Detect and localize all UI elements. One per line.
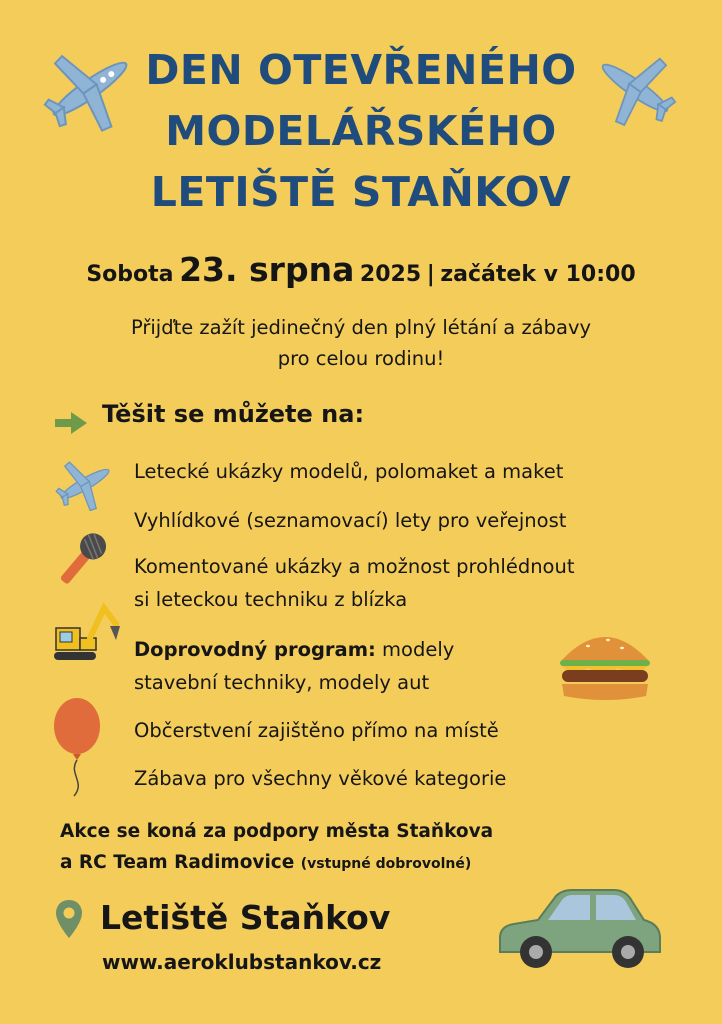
event-year: 2025 bbox=[359, 262, 422, 287]
website-link[interactable]: www.aeroklubstankov.cz bbox=[102, 950, 382, 974]
item-text: si leteckou techniku z blízka bbox=[134, 588, 408, 611]
burger-icon bbox=[558, 626, 652, 702]
event-date-big: 23. srpna bbox=[179, 250, 355, 289]
item-text: stavební techniky, modely aut bbox=[134, 671, 430, 694]
car-icon bbox=[492, 886, 666, 974]
arrow-right-icon bbox=[55, 412, 87, 434]
item-bold-text: Doprovodný program: bbox=[134, 638, 376, 661]
support-line: a RC Team Radimovice bbox=[60, 852, 295, 873]
excavator-icon bbox=[50, 594, 122, 664]
title-line: MODELÁŘSKÉHO bbox=[165, 107, 557, 155]
list-item bbox=[134, 762, 506, 795]
list-item bbox=[134, 455, 563, 488]
event-day: Sobota bbox=[86, 262, 174, 287]
item-text: modely bbox=[375, 638, 455, 661]
list-item bbox=[134, 633, 454, 699]
location-name: Letiště Staňkov bbox=[100, 898, 391, 937]
page-title bbox=[130, 40, 592, 223]
title-line: LETIŠTĚ STAŇKOV bbox=[150, 168, 572, 216]
item-text: Letecké ukázky modelů, polomaket a maket bbox=[134, 460, 564, 483]
event-start: začátek v 10:00 bbox=[440, 262, 636, 287]
airplane-icon bbox=[588, 48, 682, 128]
support-line: Akce se koná za podpory města Staňkova bbox=[60, 821, 494, 842]
intro-text bbox=[40, 312, 682, 374]
airplane-icon bbox=[38, 44, 142, 134]
list-item bbox=[134, 550, 575, 616]
item-text: Občerstvení zajištěno přímo na místě bbox=[134, 719, 499, 742]
balloon-icon bbox=[50, 696, 110, 806]
item-text: Zábava pro všechny věkové kategorie bbox=[134, 767, 507, 790]
intro-line: pro celou rodinu! bbox=[277, 347, 445, 370]
intro-line: Přijďte zažít jedinečný den plný létání a zábavy bbox=[130, 316, 592, 339]
event-date bbox=[0, 250, 722, 289]
location-pin-icon bbox=[54, 898, 84, 940]
microphone-icon bbox=[50, 528, 114, 588]
airplane-icon bbox=[50, 456, 120, 512]
list-item bbox=[134, 504, 566, 537]
list-item bbox=[134, 714, 499, 747]
item-text: Komentované ukázky a možnost prohlédnout bbox=[134, 555, 575, 578]
admission-note: (vstupné dobrovolné) bbox=[300, 856, 472, 872]
date-separator: | bbox=[426, 262, 435, 287]
look-forward-heading: Těšit se můžete na: bbox=[102, 400, 365, 428]
title-line: DEN OTEVŘENÉHO bbox=[145, 46, 577, 94]
support-text bbox=[60, 816, 493, 880]
item-text: Vyhlídkové (seznamovací) lety pro veřejnost bbox=[134, 509, 567, 532]
